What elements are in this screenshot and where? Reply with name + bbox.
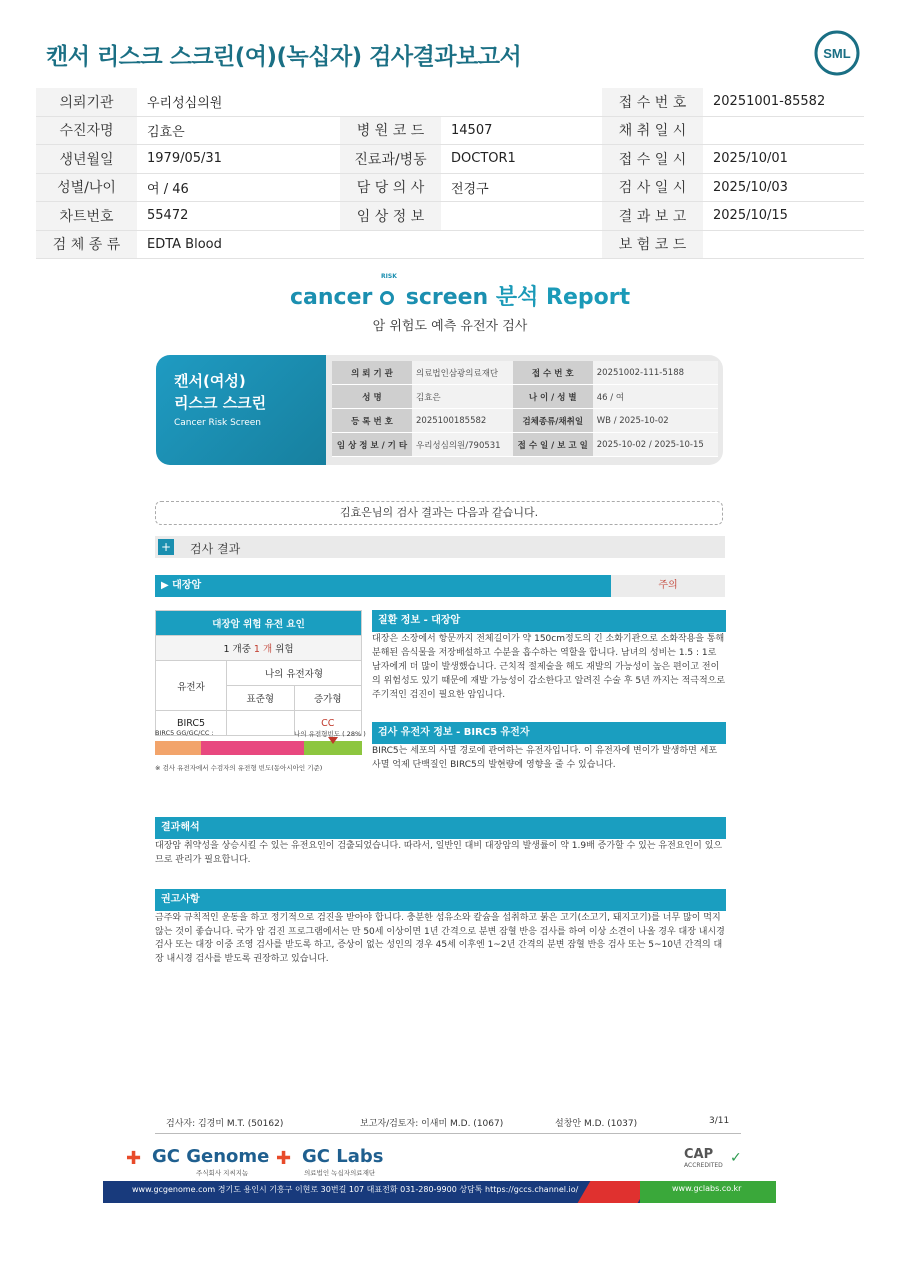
info-value: 2025/10/03 (703, 173, 864, 202)
disease-info-text: 대장은 소장에서 항문까지 전체길이가 약 150cm정도의 긴 소화기관으로 소화작용을 통해 분해된 음식물을 저장배설하고 수분을 흡수하는 역할을 합니다. 남녀의 성비는 1.5 : 1로 남자에게 더 많이 발생했습니다. 근치적 절제술을 해도 재발의 가능성이 높은 편이고 전이의 위험성도 있기 때문에 재발 가능성이 감소한다고 알려진 수술 후 5년 까지는 적극적으로 주기적인 검진이 필요한 암입니다. (372, 634, 726, 700)
panel-value: 의료법인삼광의료재단 (412, 361, 513, 385)
col-gene: 유전자 (156, 661, 227, 711)
info-label: 병 원 코 드 (340, 116, 441, 145)
panel-label: 등 록 번 호 (332, 409, 412, 433)
svg-text:SML: SML (823, 46, 851, 61)
info-label: 임 상 정 보 (340, 202, 441, 231)
info-label: 보 험 코 드 (602, 230, 703, 259)
info-row (36, 230, 864, 259)
info-label (340, 230, 441, 259)
panel-title-line2: 리스크 스크린 (174, 394, 267, 412)
tester-signature: 검사자: 김경미 M.T. (50162) (166, 1119, 284, 1129)
recommendation-text: 금주와 규칙적인 운동을 하고 정기적으로 검진을 받아야 합니다. 충분한 섬유소와 칼슘을 섭취하고 붉은 고기(소고기, 돼지고기)를 너무 많이 먹지 않는 것이 좋습니다. 국가 암 검진 프로그램에서는 만 50세 이상이면 1년 간격으로 분변 잠혈 반응 검사를 하여 이상 소견이 나올 경우 대장 내시경 검사 또는 대장 이중 조영 검사를 받도록 하고, 증상이 없는 성인의 경우 45세 이후엔 1~2년 간격의 분변 잠혈 반응 검사 또는 5~10년 간격의 대장 내시경 검사를 받도록 권장하고 있습니다. (155, 913, 725, 964)
info-row (36, 173, 864, 202)
info-label (340, 88, 441, 116)
info-value: 2025/10/15 (703, 202, 864, 231)
footer-address: www.gcgenome.com 경기도 용인시 기흥구 이현로 30번길 107 대표전화 031-280-9900 상담톡 https://gccs.channel.io/ (132, 1185, 579, 1194)
panel-label: 검체종류/채취일 (513, 409, 593, 433)
checkmark-icon: ✓ (730, 1150, 742, 1166)
result-icon: + (158, 539, 174, 555)
cancer-risk-screen-logo: cancer RISK screen 분석 Report (290, 273, 631, 310)
panel-title-en: Cancer Risk Screen (174, 418, 262, 428)
panel-value: 김효은 (412, 385, 513, 409)
panel-title-line1: 캔서(여성) (174, 372, 246, 390)
col-my-genotype: 나의 유전자형 (227, 661, 362, 686)
risk-bar-segment (155, 741, 201, 755)
gene-info-text: BIRC5는 세포의 사멸 경로에 관여하는 유전자입니다. 이 유전자에 변이가 발생하면 세포 사멸 억제 단백질인 BIRC5의 발현량에 영향을 줄 수 있습니다. (372, 746, 718, 770)
info-row (36, 88, 864, 116)
gc-genome-logo: GC Genome (152, 1146, 270, 1167)
panel-row (332, 361, 718, 385)
panel-title-block (156, 355, 326, 465)
info-value (703, 230, 864, 259)
info-value: 14507 (441, 116, 602, 145)
info-label: 접 수 번 호 (602, 88, 703, 116)
info-label: 성별/나이 (36, 173, 137, 202)
info-row (36, 202, 864, 231)
info-value: DOCTOR1 (441, 145, 602, 174)
info-value (441, 202, 602, 231)
panel-info-table (332, 361, 718, 457)
interpretation-title: 결과해석 (155, 817, 726, 839)
gene-std (227, 711, 295, 736)
info-value: 김효은 (137, 116, 340, 145)
info-label: 검 사 일 시 (602, 173, 703, 202)
panel-label: 접 수 번 호 (513, 361, 593, 385)
report-title: 캔서 리스크 스크린(여)(녹십자) 검사결과보고서 (46, 44, 522, 70)
panel-value: WB / 2025-10-02 (593, 409, 718, 433)
col-standard: 표준형 (227, 686, 295, 711)
panel-value: 46 / 여 (593, 385, 718, 409)
greeting-box: 김효은님의 검사 결과는 다음과 같습니다. (155, 501, 723, 525)
panel-value: 2025100185582 (412, 409, 513, 433)
risk-bar-my-freq: 나의 유전형빈도 ( 28% ) (294, 730, 366, 738)
info-label: 진료과/병동 (340, 145, 441, 174)
info-value: 20251001-85582 (703, 88, 864, 116)
info-row (36, 116, 864, 145)
panel-label: 접 수 일 / 보 고 일 (513, 433, 593, 457)
info-label: 접 수 일 시 (602, 145, 703, 174)
info-value (441, 88, 602, 116)
panel-row (332, 385, 718, 409)
gc-genome-sub: 주식회사 지씨지놈 (196, 1169, 249, 1177)
panel-value: 우리성심의원/790531 (412, 433, 513, 457)
info-value: 전경구 (441, 173, 602, 202)
panel-label: 성 명 (332, 385, 412, 409)
recommendation-title: 권고사항 (155, 889, 726, 911)
cancer-status: 주의 (611, 575, 725, 597)
gc-labs-cross-icon: ✚ (276, 1148, 292, 1169)
panel-row (332, 433, 718, 457)
col-increased: 증가형 (294, 686, 362, 711)
section-header (155, 536, 725, 558)
cap-logo: CAP (684, 1147, 714, 1162)
info-label: 수진자명 (36, 116, 137, 145)
gene-table-title: 대장암 위험 유전 요인 (156, 611, 362, 636)
gene-name: BIRC5 (156, 711, 227, 736)
info-label: 채 취 일 시 (602, 116, 703, 145)
info-value: 2025/10/01 (703, 145, 864, 174)
footer-divider (155, 1133, 741, 1134)
patient-info-table (36, 88, 864, 259)
risk-bar-label: BIRC5 GG/GC/CC : (155, 729, 214, 737)
gene-inc: CC (294, 711, 362, 736)
info-value: 우리성심의원 (137, 88, 340, 116)
reporter-signature: 보고자/검토자: 이새미 M.D. (1067) (360, 1119, 504, 1129)
reviewer-signature: 설창안 M.D. (1037) (555, 1119, 638, 1129)
gene-risk-table (155, 610, 362, 736)
info-label: 담 당 의 사 (340, 173, 441, 202)
panel-value: 20251002-111-5188 (593, 361, 718, 385)
sml-logo (814, 30, 860, 76)
panel-row (332, 409, 718, 433)
panel-label: 임 상 정 보 / 기 타 (332, 433, 412, 457)
gc-labs-sub: 의료법인 녹십자의료재단 (304, 1169, 376, 1177)
interpretation-text: 대장암 취약성을 상승시킬 수 있는 유전요인이 검출되었습니다. 따라서, 일반인 대비 대장암의 발생률이 약 1.9배 증가할 수 있는 유전요인이 있으므로 관리가 필요합니다. (155, 841, 723, 865)
info-value (441, 230, 602, 259)
cancer-name-bar: ▶ 대장암 (155, 575, 611, 597)
info-value: EDTA Blood (137, 230, 340, 259)
info-value: 55472 (137, 202, 340, 231)
info-label: 검 체 종 류 (36, 230, 137, 259)
section-title: 검사 결과 (190, 542, 241, 556)
info-label: 생년월일 (36, 145, 137, 174)
info-label: 의뢰기관 (36, 88, 137, 116)
my-frequency-marker (328, 737, 338, 744)
risk-bar-segment (201, 741, 305, 755)
info-value (703, 116, 864, 145)
gc-labs-logo: GC Labs (302, 1146, 384, 1167)
report-subtitle: 암 위험도 예측 유전자 검사 (372, 319, 528, 334)
risk-bar-note: ※ 검사 유전자에서 수검자의 유전형 빈도(동아시아인 기준) (155, 764, 323, 772)
info-label: 결 과 보 고 (602, 202, 703, 231)
disease-info-title: 질환 정보 - 대장암 (372, 610, 726, 632)
info-label: 차트번호 (36, 202, 137, 231)
gc-genome-cross-icon: ✚ (126, 1148, 142, 1169)
footer-website: www.gclabs.co.kr (672, 1184, 742, 1193)
panel-value: 2025-10-02 / 2025-10-15 (593, 433, 718, 457)
gene-info-title: 검사 유전자 정보 - BIRC5 유전자 (372, 722, 726, 744)
info-value: 여 / 46 (137, 173, 340, 202)
info-value: 1979/05/31 (137, 145, 340, 174)
gene-table-summary: 1 개중 1 개 위험 (156, 636, 362, 661)
page-number: 3/11 (709, 1116, 730, 1126)
panel-label: 나 이 / 성 별 (513, 385, 593, 409)
info-row (36, 145, 864, 174)
panel-label: 의 뢰 기 관 (332, 361, 412, 385)
cap-sub: ACCREDITED (684, 1162, 723, 1169)
